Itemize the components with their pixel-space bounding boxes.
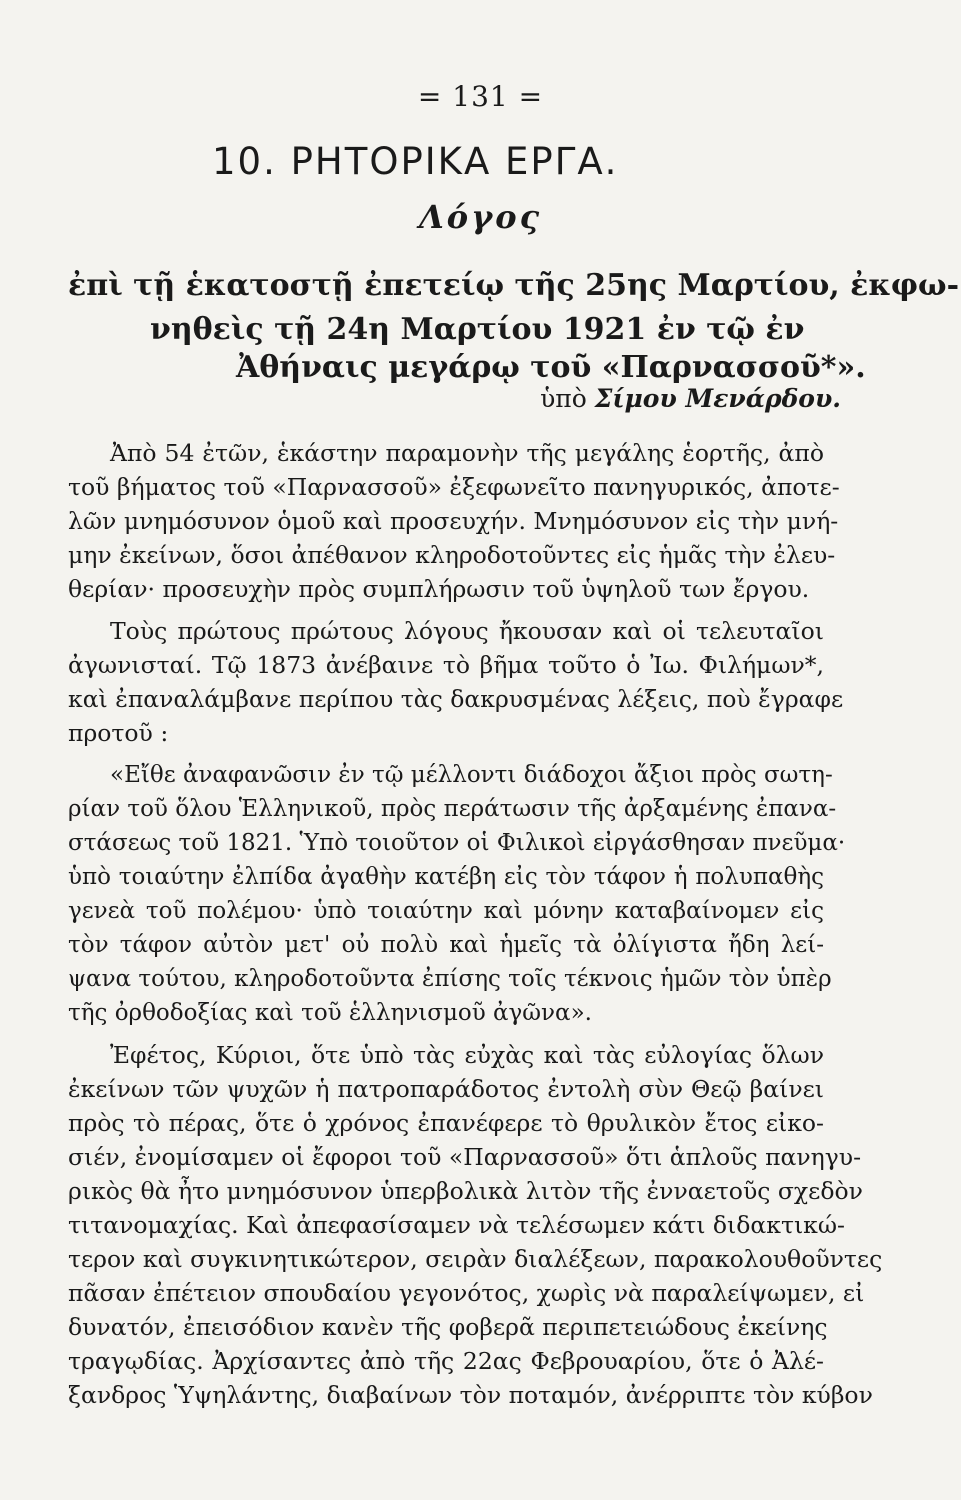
- text-line: πᾶσαν ἐπέτειον σπουδαίου γεγονότος, χωρὶς νὰ παραλείψωμεν, εἰ: [68, 1279, 865, 1307]
- subheading-line: ἐπὶ τῇ ἑκατοστῇ ἐπετείῳ τῆς 25ης Μαρτίου, ἐκφω-: [68, 268, 960, 303]
- text-line: καὶ ἐπαναλάμβανε περίπου τὰς δακρυσμένας λέξεις, ποὺ ἔγραφε: [68, 685, 844, 713]
- text-line: σιέν, ἐνομίσαμεν οἱ ἔφοροι τοῦ «Παρνασσοῦ» ὅτι ἁπλοῦς πανηγυ-: [68, 1143, 862, 1171]
- subheading-line: Ἀθήναις μεγάρῳ τοῦ «Παρνασσοῦ*».: [236, 350, 866, 385]
- page-number: = 131 =: [417, 80, 544, 113]
- text-line: μην ἐκείνων, ὅσοι ἀπέθανον κληροδοτοῦντες εἰς ἡμᾶς τὴν ἐλευ-: [68, 541, 836, 569]
- text-line: Ἀπὸ 54 ἐτῶν, ἑκάστην παραμονὴν τῆς μεγάλης ἑορτῆς, ἀπὸ: [110, 439, 824, 467]
- text-line: ρικὸς θὰ ἦτο μνημόσυνον ὑπερβολικὰ λιτὸν τῆς ἐνναετοῦς σχεδὸν: [68, 1177, 863, 1205]
- byline: [540, 384, 841, 413]
- text-line: ξανδρος Ὑψηλάντης, διαβαίνων τὸν ποταμόν, ἀνέρριπτε τὸν κύβον: [68, 1381, 873, 1409]
- quote-line: τῆς ὀρθοδοξίας καὶ τοῦ ἑλληνισμοῦ ἀγῶνα».: [68, 1000, 592, 1026]
- text-line: πρὸς τὸ πέρας, ὅτε ὁ χρόνος ἐπανέφερε τὸ θρυλικὸν ἔτος εἰκο-: [68, 1109, 824, 1137]
- text-line: τερον καὶ συγκινητικώτερον, σειρὰν διαλέξεων, παρακολουθοῦντες: [68, 1245, 883, 1273]
- text-line: θερίαν· προσευχὴν πρὸς συμπλήρωσιν τοῦ ὑψηλοῦ των ἔργου.: [68, 575, 810, 603]
- quote-line: στάσεως τοῦ 1821. Ὑπὸ τοιοῦτον οἱ Φιλικοὶ εἰργάσθησαν πνεῦμα·: [68, 830, 846, 856]
- text-line: τραγῳδίας. Ἀρχίσαντες ἀπὸ τῆς 22ας Φεβρουαρίου, ὅτε ὁ Ἀλέ-: [68, 1347, 824, 1375]
- text-line: ἀγωνισταί. Τῷ 1873 ἀνέβαινε τὸ βῆμα τοῦτο ὁ Ἰω. Φιλήμων*,: [68, 651, 824, 679]
- text-line: προτοῦ :: [68, 719, 169, 747]
- text-line: Τοὺς πρώτους πρώτους λόγους ἤκουσαν καὶ οἱ τελευταῖοι: [110, 617, 824, 645]
- quote-line: τὸν τάφον αὐτὸν μετ' οὐ πολὺ καὶ ἡμεῖς τὰ ὀλίγιστα ἤδη λεί-: [68, 932, 824, 958]
- quote-line: ὑπὸ τοιαύτην ἐλπίδα ἀγαθὴν κατέβη εἰς τὸν τάφον ἡ πολυπαθὴς: [68, 864, 824, 890]
- quote-line: ρίαν τοῦ ὅλου Ἑλληνικοῦ, πρὸς περάτωσιν τῆς ἀρξαμένης ἐπανα-: [68, 796, 837, 822]
- subheading-line: νηθεὶς τῇ 24η Μαρτίου 1921 ἐν τῷ ἐν: [150, 312, 805, 347]
- byline-prefix: ὑπὸ: [540, 384, 587, 413]
- byline-author: Σίμου Μενάρδου.: [594, 384, 841, 413]
- quote-line: «Εἴθε ἀναφανῶσιν ἐν τῷ μέλλοντι διάδοχοι ἄξιοι πρὸς σωτη-: [110, 762, 833, 788]
- text-line: δυνατόν, ἐπεισόδιον κανὲν τῆς φοβερᾶ περιπετειώδους ἐκείνης: [68, 1313, 828, 1341]
- section-title: 10. ΡΗΤΟΡΙΚΑ ΕΡΓΑ.: [212, 140, 619, 183]
- quote-line: ψανα τούτου, κληροδοτοῦντα ἐπίσης τοῖς τέκνοις ἡμῶν τὸν ὑπὲρ: [68, 966, 832, 992]
- quote-line: γενεὰ τοῦ πολέμου· ὑπὸ τοιαύτην καὶ μόνην καταβαίνομεν εἰς: [68, 898, 824, 924]
- text-line: τιτανομαχίας. Καὶ ἀπεφασίσαμεν νὰ τελέσωμεν κάτι διδακτικώ-: [68, 1211, 845, 1239]
- text-line: ἐκείνων τῶν ψυχῶν ἡ πατροπαράδοτος ἐντολὴ σὺν Θεῷ βαίνει: [68, 1075, 824, 1103]
- text-line: Ἐφέτος, Κύριοι, ὅτε ὑπὸ τὰς εὐχὰς καὶ τὰς εὐλογίας ὅλων: [110, 1041, 824, 1069]
- text-line: τοῦ βήματος τοῦ «Παρνασσοῦ» ἐξεφωνεῖτο πανηγυρικός, ἀποτε-: [68, 473, 840, 501]
- speech-heading: Λόγος: [418, 198, 543, 236]
- text-line: λῶν μνημόσυνον ὁμοῦ καὶ προσευχήν. Μνημόσυνον εἰς τὴν μνή-: [68, 507, 839, 535]
